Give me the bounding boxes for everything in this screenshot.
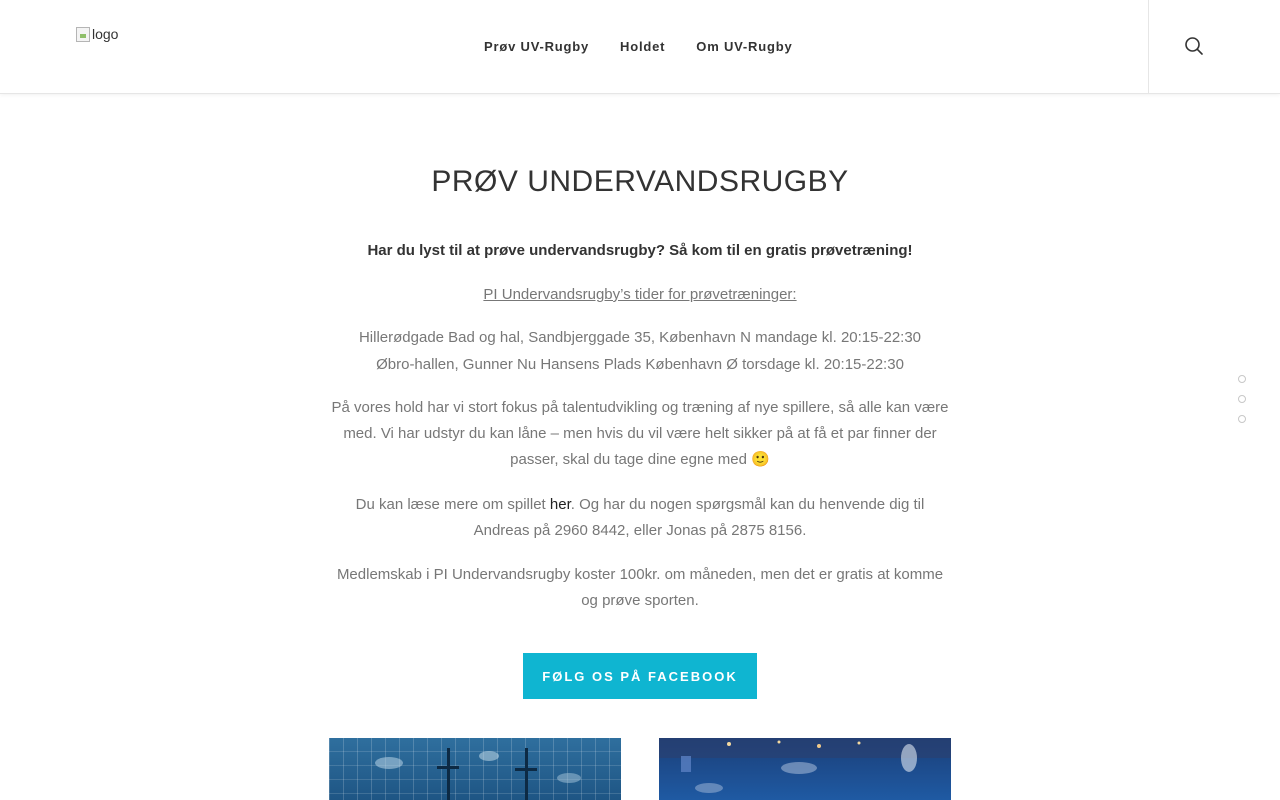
lead-text: Har du lyst til at prøve undervandsrugby? Så kom til en gratis prøvetræning! — [367, 242, 913, 259]
facebook-follow-button[interactable]: FØLG OS PÅ FACEBOOK — [523, 653, 757, 699]
training-locations — [330, 324, 950, 378]
section-nav-dots — [1238, 375, 1246, 435]
read-more-prefix: Du kan læse mere om spillet — [355, 496, 550, 513]
membership-paragraph: Medlemskab i PI Undervandsrugby koster 100kr. om måneden, men det er gratis at komme og prøve sporten. — [336, 566, 944, 609]
nav-item-holdet[interactable]: Holdet — [620, 39, 666, 54]
broken-image-icon — [76, 27, 90, 42]
focus-paragraph: På vores hold har vi stort fokus på talentudvikling og træning af nye spillere, så alle kan være med. Vi har udstyr du kan låne – men hvis du vil være helt sikker på at få et par finner der passer, skal du tage dine egne med 🙂 — [331, 399, 949, 468]
section-dot-2[interactable] — [1238, 395, 1246, 403]
header-divider — [1148, 0, 1149, 94]
underwater-photo-right — [659, 738, 951, 800]
nav-item-om-uv-rugby[interactable]: Om UV-Rugby — [696, 39, 793, 54]
location-line-2: Øbro-hallen, Gunner Nu Hansens Plads København Ø torsdage kl. 20:15-22:30 — [376, 356, 904, 373]
site-header — [0, 0, 1280, 94]
underwater-players-left — [329, 738, 621, 800]
main-nav — [484, 38, 792, 56]
read-more-suffix: . Og har du nogen spørgsmål kan du henvende dig til Andreas på 2960 8442, eller Jonas på 2875 8156. — [473, 496, 925, 539]
site-logo[interactable] — [76, 26, 118, 42]
search-button[interactable] — [1183, 35, 1205, 57]
page-title: PRØV UNDERVANDSRUGBY — [431, 165, 849, 198]
underwater-players-right — [659, 738, 951, 800]
section-dot-3[interactable] — [1238, 415, 1246, 423]
nav-item-prov-uv-rugby[interactable]: Prøv UV-Rugby — [484, 39, 590, 54]
read-more-link[interactable]: her — [549, 496, 571, 513]
location-line-1: Hillerødgade Bad og hal, Sandbjerggade 35, København N mandage kl. 20:15-22:30 — [358, 329, 922, 346]
underwater-photo-left — [329, 738, 621, 800]
search-icon — [1183, 35, 1205, 57]
training-times-link[interactable]: PI Undervandsrugby’s tider for prøvetræninger: — [483, 286, 797, 303]
read-more-paragraph — [330, 492, 950, 544]
logo-alt-text: logo — [92, 26, 119, 42]
section-dot-1[interactable] — [1238, 375, 1246, 383]
main-content — [330, 160, 950, 699]
